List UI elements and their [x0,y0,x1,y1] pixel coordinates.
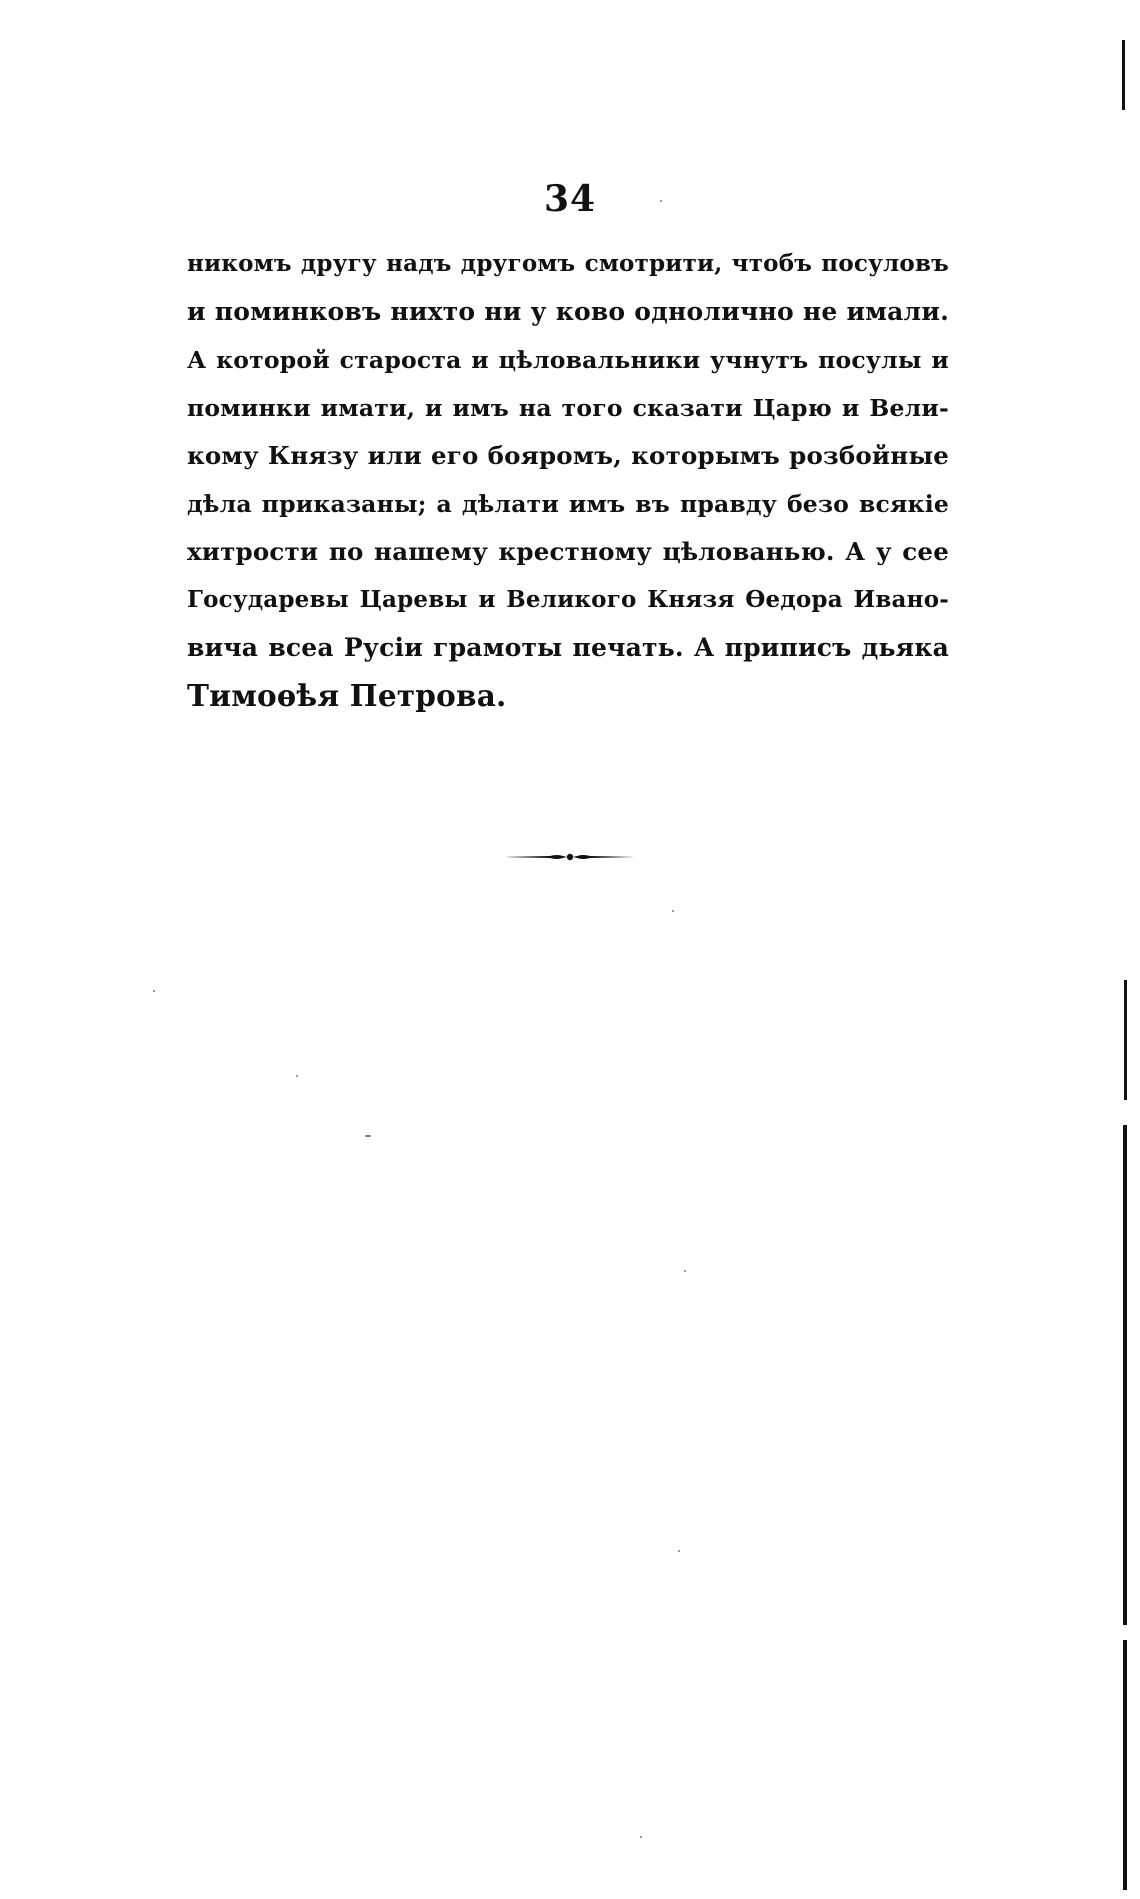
text-line: и поминковъ нихто ни у ково однолично не имали. [187,297,949,326]
text-line: вича всеа Русіи грамоты печать. А приписъ дьяка [187,633,949,662]
scan-speck [296,1075,298,1077]
scan-speck [365,1135,371,1137]
text-line: хитрости по нашему крестному цѣлованью. А у сее [187,537,949,566]
scan-edge-mark [1122,40,1125,110]
text-line: никомъ другу надъ другомъ смотрити, чтобъ посуловъ [187,250,949,277]
scan-edge-mark [1123,1125,1127,1625]
page-number: 34 [543,178,597,220]
text-line: кому Князу или его бояромъ, которымъ розбойные [187,441,949,470]
end-ornament [505,851,635,863]
text-line: Тимоѳѣя Петрова. [187,678,507,713]
scan-speck [678,1550,680,1552]
scan-speck [153,990,155,992]
scan-speck [660,200,662,202]
scan-speck [640,1836,642,1838]
scan-speck [672,910,674,912]
text-line: дѣла приказаны; а дѣлати имъ въ правду безо всякіе [187,490,949,518]
text-line: А которой староста и цѣловальники учнутъ посулы и [187,346,949,374]
scan-edge-mark [1124,980,1127,1100]
body-text [187,240,949,720]
scan-edge-mark [1123,1640,1127,1890]
text-line: Государевы Царевы и Великого Князя Ѳедора Ивано- [187,586,949,613]
text-line: поминки имати, и имъ на того сказати Царю и Вели- [187,394,949,422]
scan-speck [684,1270,686,1272]
